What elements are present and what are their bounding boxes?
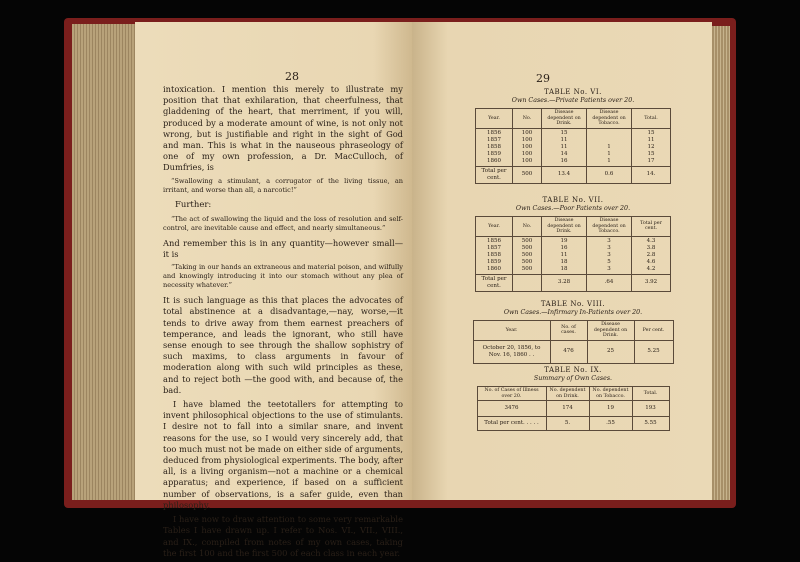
table-header: No. <box>513 217 542 237</box>
page-edges-left <box>72 24 142 500</box>
table-9 <box>450 366 696 431</box>
table-8-title: TABLE No. VIII. <box>540 300 606 308</box>
table-total-row: Total per cent. 3.28 .64 3.92 <box>476 274 671 291</box>
table-header: Disease dependent on Drink. <box>542 109 587 129</box>
table-row: October 20, 1856, to Nov. 16, 1860 . . 476 25 5.25 <box>473 340 673 363</box>
table-header: Disease dependent on Tobacco. <box>587 109 632 129</box>
quote-3: “Taking in our hands an extraneous and material poison, and wilfully and knowingly introducing it into our stomach without any plea of necessity whatever.” <box>163 263 403 290</box>
table-header: Year. <box>473 321 550 341</box>
table-9-subtitle: Summary of Own Cases. <box>533 375 613 382</box>
table-7 <box>450 196 696 292</box>
left-page-number: 28 <box>285 70 299 83</box>
quote-1: “Swallowing a stimulant, a corrugator of the living tissue, an irritant, and worse than all, a narcotic!” <box>163 176 403 194</box>
table-row: 3476 174 19 193 <box>477 401 669 417</box>
table-row: 1856 1857 1858 1859 1860 100 100 100 100 100 15 11 11 14 16 1 1 1 15 11 12 15 17 <box>476 128 671 166</box>
table-6-title: TABLE No. VI. <box>544 88 602 96</box>
paragraph-5: I have now to draw attention to some very remarkable Tables I have drawn up. I refer to Nos. VI., VII., VIII., and IX., compiled from notes of my own cases, taking the first 100 and the first 500 of each class in each year. <box>163 514 403 558</box>
table-header: No. of Cases of Illness over 20. <box>477 387 546 401</box>
table-7-subtitle: Own Cases.—Poor Patients over 20. <box>515 205 631 212</box>
table-6 <box>450 88 696 184</box>
quote-2: “The act of swallowing the liquid and the loss of resolution and self-control, are inevitable cause and effect, and nearly simultaneous.” <box>163 214 403 232</box>
table-9-title: TABLE No. IX. <box>544 366 602 374</box>
table-header: Disease dependent on Drink. <box>587 321 634 341</box>
table-header: Disease dependent on Drink. <box>542 217 587 237</box>
table-header: No. dependent on Drink. <box>546 387 589 401</box>
table-6-grid <box>475 108 671 184</box>
table-8-subtitle: Own Cases.—Infirmary In-Patients over 20. <box>503 309 643 316</box>
paragraph-intro: intoxication. I mention this merely to illustrate my position that that exhilaration, that cheerfulness, that gladdening of the heart, that merriment, if you will, produced by a moderate amount of wine, is not only not wrong, but is justifiable and right in the sight of God and man. This is what in the nauseous phraseology of one of my own profession, a Dr. MacCulloch, of Dumfries, is <box>163 84 403 173</box>
table-header: Total. <box>632 109 671 129</box>
paragraph-4: I have blamed the teetotallers for attempting to invent philosophical objections to the use of stimulants. I desire not to fall into a similar snare, and invent reasons for the use, so I would very sincerely add, that too much must not be made on either side of arguments, deduced from physiological experiments. The body, after all, is a living organism—not a machine or a chemical apparatus; and experience, if based on a sufficient number of observations, is a safer guide, even than philosophy. <box>163 399 403 510</box>
table-8-grid <box>473 320 674 364</box>
table-header: Year. <box>476 109 513 129</box>
table-total-row: Total per cent. . . . . 5. .55 5.55 <box>477 417 669 431</box>
table-header: Total per cent. <box>632 217 671 237</box>
table-header: No. of cases. <box>550 321 587 341</box>
table-row: 1856 1857 1858 1859 1860 500 500 500 500 500 19 16 11 18 18 3 3 3 5 3 4.3 3.8 2.8 4.6 4.2 <box>476 236 671 274</box>
table-header: No. <box>513 109 542 129</box>
table-8 <box>450 300 696 364</box>
table-9-grid <box>477 386 670 431</box>
paragraph-2: And remember this is in any quantity—however small—it is <box>163 237 403 260</box>
paragraph-3: It is such language as this that places the advocates of total abstinence at a disadvantage,—nay, worse,—it tends to drive away from them earnest preachers of temperance, and leads the ignorant, who still have sense enough to see through the shallow sophistry of such maxims, to class arguments in favour of moderation along with such wild principles as these, and to reject both —the good with, and because of, the bad. <box>163 295 403 395</box>
further-label: Further: <box>175 199 212 210</box>
table-header: Year. <box>476 217 513 237</box>
table-header: No. dependent on Tobacco. <box>589 387 632 401</box>
table-7-title: TABLE No. VII. <box>542 196 604 204</box>
left-page-text <box>163 84 403 562</box>
table-header: Disease dependent on Tobacco. <box>587 217 632 237</box>
table-7-grid <box>475 216 671 292</box>
table-header: Per cent. <box>634 321 673 341</box>
table-header: Total. <box>632 387 669 401</box>
right-page-number: 29 <box>536 72 550 85</box>
table-6-subtitle: Own Cases.—Private Patients over 20. <box>511 97 635 104</box>
table-total-row: Total per cent. 500 13.4 0.6 14. <box>476 166 671 183</box>
